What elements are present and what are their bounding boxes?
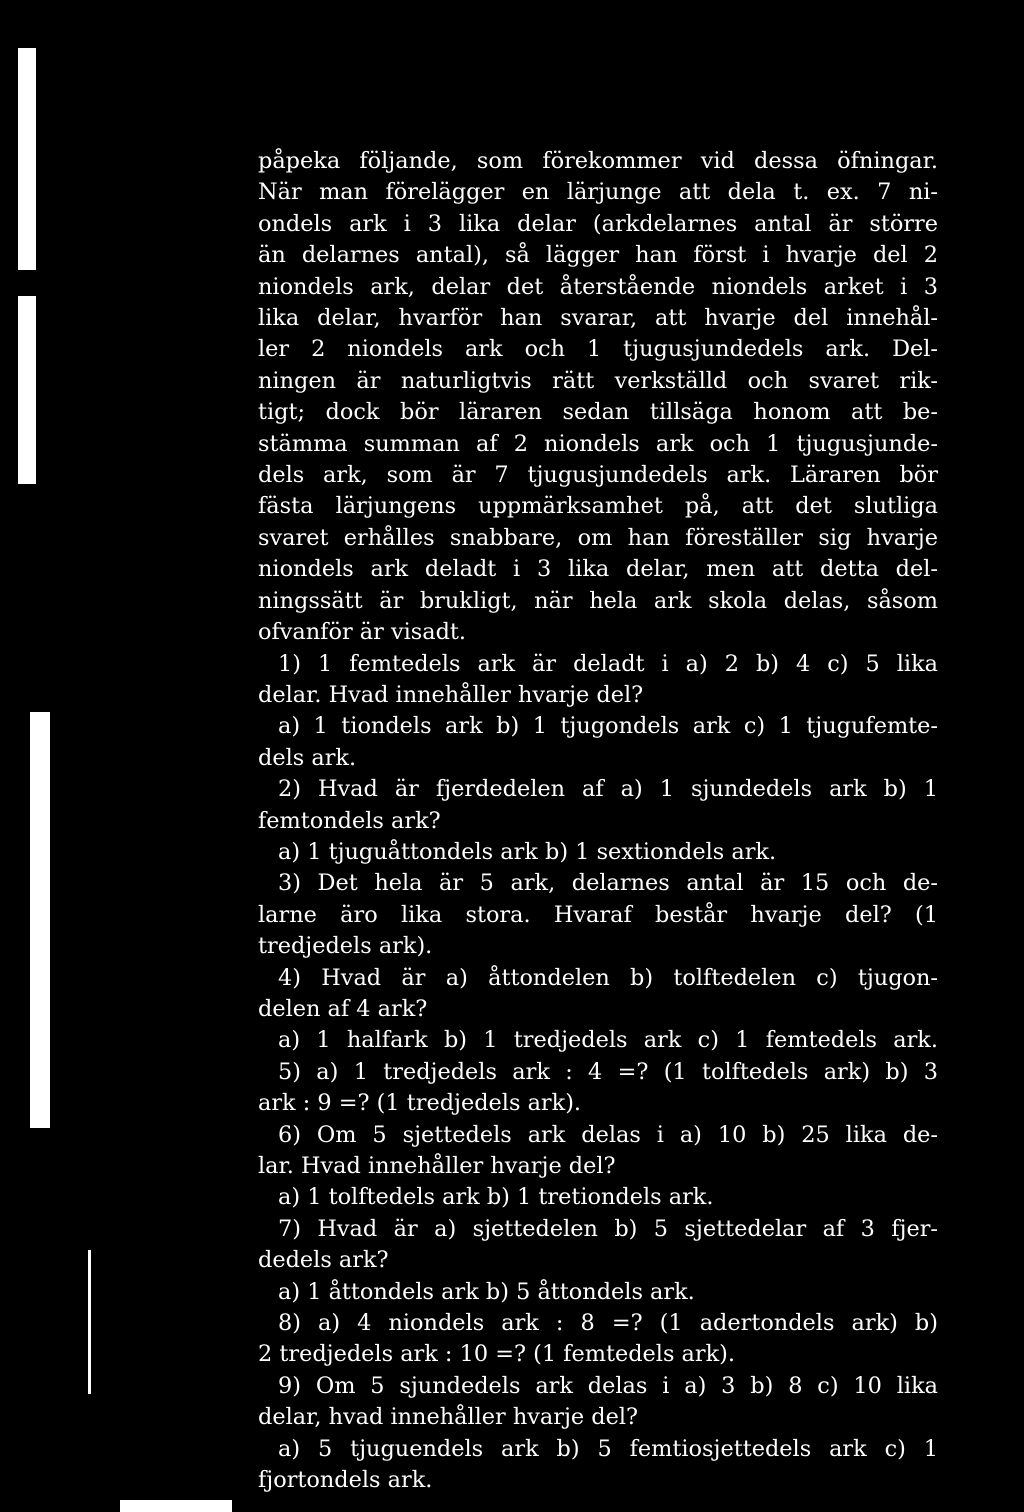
- text-line: ningssätt är brukligt, när hela ark skola delas, såsom: [258, 587, 938, 614]
- text-line: delar. Hvad innehåller hvarje del?: [258, 681, 644, 708]
- text-line: larne äro lika stora. Hvaraf består hvarje del? (1: [258, 901, 938, 928]
- text-line: femtondels ark?: [258, 807, 441, 834]
- text-line: ofvanför är visadt.: [258, 619, 467, 646]
- text-line: ark : 9 =? (1 tredjedels ark).: [258, 1090, 582, 1117]
- text-line: ler 2 niondels ark och 1 tjugusjundedels ark. Del-: [258, 336, 938, 363]
- text-line: lar. Hvad innehåller hvarje del?: [258, 1153, 616, 1179]
- scan-edge-bar: [120, 1500, 232, 1512]
- text-line: delen af 4 ark?: [258, 995, 428, 1022]
- text-line: tigt; dock bör läraren sedan tillsäga honom att be-: [258, 399, 938, 426]
- answer-line: a) 1 tjuguåttondels ark b) 1 sextiondels ark.: [278, 838, 777, 865]
- text-line: ningen är naturligtvis rätt verkställd och svaret rik-: [258, 367, 938, 394]
- scan-edge-bar: [18, 48, 36, 270]
- text-line: tredjedels ark).: [258, 933, 433, 960]
- exercise-line: 1) 1 femtedels ark är deladt i a) 2 b) 4 c) 5 lika: [278, 650, 938, 677]
- text-line: lika delar, hvarför han svarar, att hvarje del innehål-: [258, 305, 938, 332]
- text-line: fästa lärjungens uppmärksamhet på, att det slutliga: [258, 493, 938, 520]
- text-line: svaret erhålles snabbare, om han föreställer sig hvarje: [258, 524, 938, 551]
- exercise-line: 3) Det hela är 5 ark, delarnes antal är 15 och de-: [278, 870, 938, 897]
- page-text: [258, 146, 938, 1496]
- text-line: niondels ark deladt i 3 lika delar, men att detta del-: [258, 556, 938, 583]
- text-line: delar, hvad innehåller hvarje del?: [258, 1404, 639, 1431]
- exercise-line: 9) Om 5 sjundedels ark delas i a) 3 b) 8 c) 10 lika: [278, 1372, 938, 1399]
- text-line: fjortondels ark.: [258, 1467, 433, 1494]
- exercise-line: 7) Hvad är a) sjettedelen b) 5 sjettedelar af 3 fjer-: [278, 1215, 938, 1242]
- scan-edge-bar: [30, 712, 50, 1128]
- scan-edge-bar: [88, 1250, 91, 1394]
- text-line: När man förelägger en lärjunge att dela t. ex. 7 ni-: [258, 179, 938, 206]
- answer-line: a) 1 halfark b) 1 tredjedels ark c) 1 femtedels ark.: [278, 1027, 938, 1054]
- exercise-line: 4) Hvad är a) åttondelen b) tolftedelen c) tjugon-: [278, 964, 938, 991]
- text-line: än delarnes antal), så lägger han först i hvarje del 2: [258, 242, 938, 269]
- text-line: dels ark.: [258, 744, 357, 771]
- scan-edge-bar: [18, 296, 36, 484]
- text-line: påpeka följande, som förekommer vid dessa öfningar.: [258, 148, 938, 174]
- text-line: dels ark, som är 7 tjugusjundedels ark. Läraren bör: [258, 462, 938, 489]
- exercise-line: 6) Om 5 sjettedels ark delas i a) 10 b) 25 lika de-: [278, 1121, 938, 1148]
- text-line: dedels ark?: [258, 1247, 389, 1274]
- exercise-line: 8) a) 4 niondels ark : 8 =? (1 adertondels ark) b): [278, 1310, 938, 1337]
- text-line: stämma summan af 2 niondels ark och 1 tjugusjunde-: [258, 430, 938, 457]
- answer-line: a) 1 tiondels ark b) 1 tjugondels ark c) 1 tjugufemte-: [278, 713, 938, 740]
- answer-line: a) 5 tjuguendels ark b) 5 femtiosjettedels ark c) 1: [278, 1435, 938, 1462]
- answer-line: a) 1 tolftedels ark b) 1 tretiondels ark.: [278, 1184, 714, 1211]
- exercise-line: 5) a) 1 tredjedels ark : 4 =? (1 tolftedels ark) b) 3: [278, 1058, 938, 1085]
- text-line: ondels ark i 3 lika delar (arkdelarnes antal är större: [258, 210, 938, 237]
- text-line: 2 tredjedels ark : 10 =? (1 femtedels ark).: [258, 1341, 736, 1368]
- exercise-line: 2) Hvad är fjerdedelen af a) 1 sjundedels ark b) 1: [278, 776, 938, 803]
- answer-line: a) 1 åttondels ark b) 5 åttondels ark.: [278, 1278, 695, 1305]
- text-line: niondels ark, delar det återstående niondels arket i 3: [258, 273, 938, 300]
